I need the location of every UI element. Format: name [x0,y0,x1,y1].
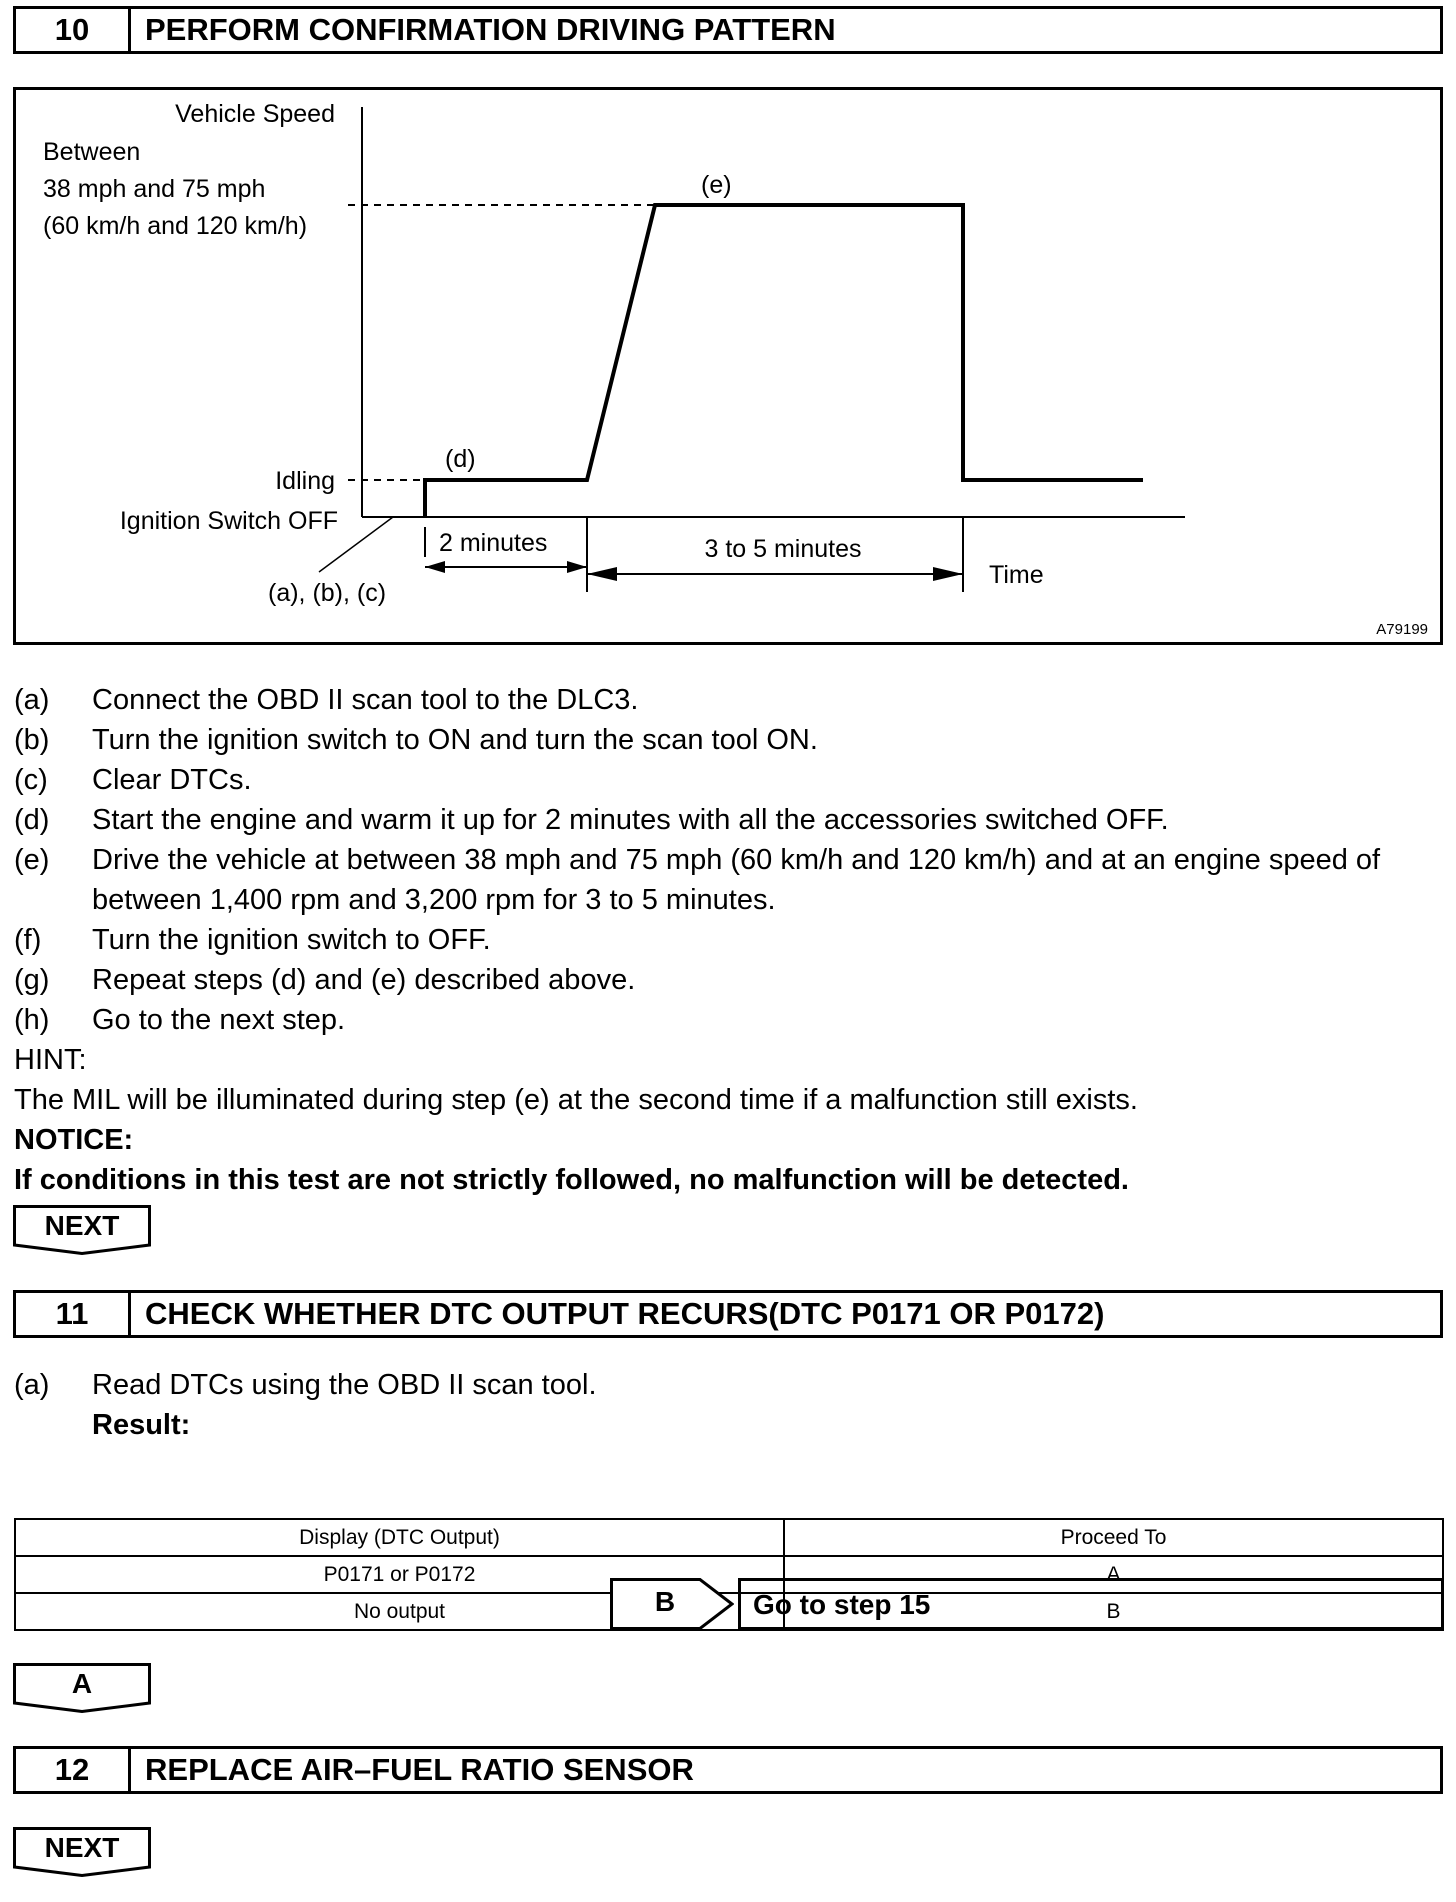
label-e: (e) [701,171,732,199]
step-number: 10 [16,9,131,51]
next-label: NEXT [44,1210,120,1241]
step-title: REPLACE AIR–FUEL RATIO SENSOR [145,1752,694,1787]
step-title: CHECK WHETHER DTC OUTPUT RECURS(DTC P0171 OR P0172) [145,1296,1105,1331]
duration-2-minutes: 2 minutes [439,529,548,557]
table-cell: A [784,1556,1443,1593]
hint-label: HINT: [14,1044,87,1076]
branch-b-label: B [654,1586,676,1617]
result-label: Result: [92,1409,191,1441]
branch-b-target [738,1578,1444,1630]
table-cell: B [784,1593,1443,1630]
table-cell: No output [15,1593,784,1630]
speed-range-line-3: (60 km/h and 120 km/h) [43,212,308,240]
duration-3-to-5-minutes: 3 to 5 minutes [704,535,862,563]
next-label: NEXT [44,1832,120,1863]
next-button[interactable] [13,1205,151,1255]
label-abc: (a), (b), (c) [268,579,387,607]
table-header: Display (DTC Output) [15,1519,784,1556]
branch-a-button[interactable] [13,1663,151,1713]
speed-pattern-line [425,205,1143,517]
figure-id: A79199 [1376,621,1428,638]
branch-b-button[interactable] [610,1578,734,1630]
step-title: PERFORM CONFIRMATION DRIVING PATTERN [145,12,836,47]
ignition-off-label: Ignition Switch OFF [119,507,338,535]
hint-text: The MIL will be illuminated during step (e) at the second time if a malfunction still exists. [14,1084,1138,1116]
x-axis-label: Time [989,561,1044,589]
notice-label: NOTICE: [14,1124,134,1156]
driving-pattern-diagram [13,87,1443,645]
idling-label: Idling [275,467,335,495]
next-button-2[interactable] [13,1827,151,1877]
notice-text: If conditions in this test are not strictly followed, no malfunction will be detected. [14,1164,1129,1196]
label-d: (d) [445,445,476,473]
step-12-header [13,1746,1443,1794]
speed-range-line-1: Between [43,138,141,166]
table-header: Proceed To [784,1519,1443,1556]
branch-b-text: Go to step 15 [753,1589,931,1620]
step-10-header [13,6,1443,54]
y-axis-label: Vehicle Speed [175,100,335,128]
table-header-row [15,1519,1443,1556]
table-cell: P0171 or P0172 [15,1556,784,1593]
branch-a-label: A [71,1668,93,1699]
step-number: 12 [16,1749,131,1791]
speed-range-line-2: 38 mph and 75 mph [43,175,266,203]
step-11-header [13,1290,1443,1338]
step-number: 11 [16,1293,131,1335]
